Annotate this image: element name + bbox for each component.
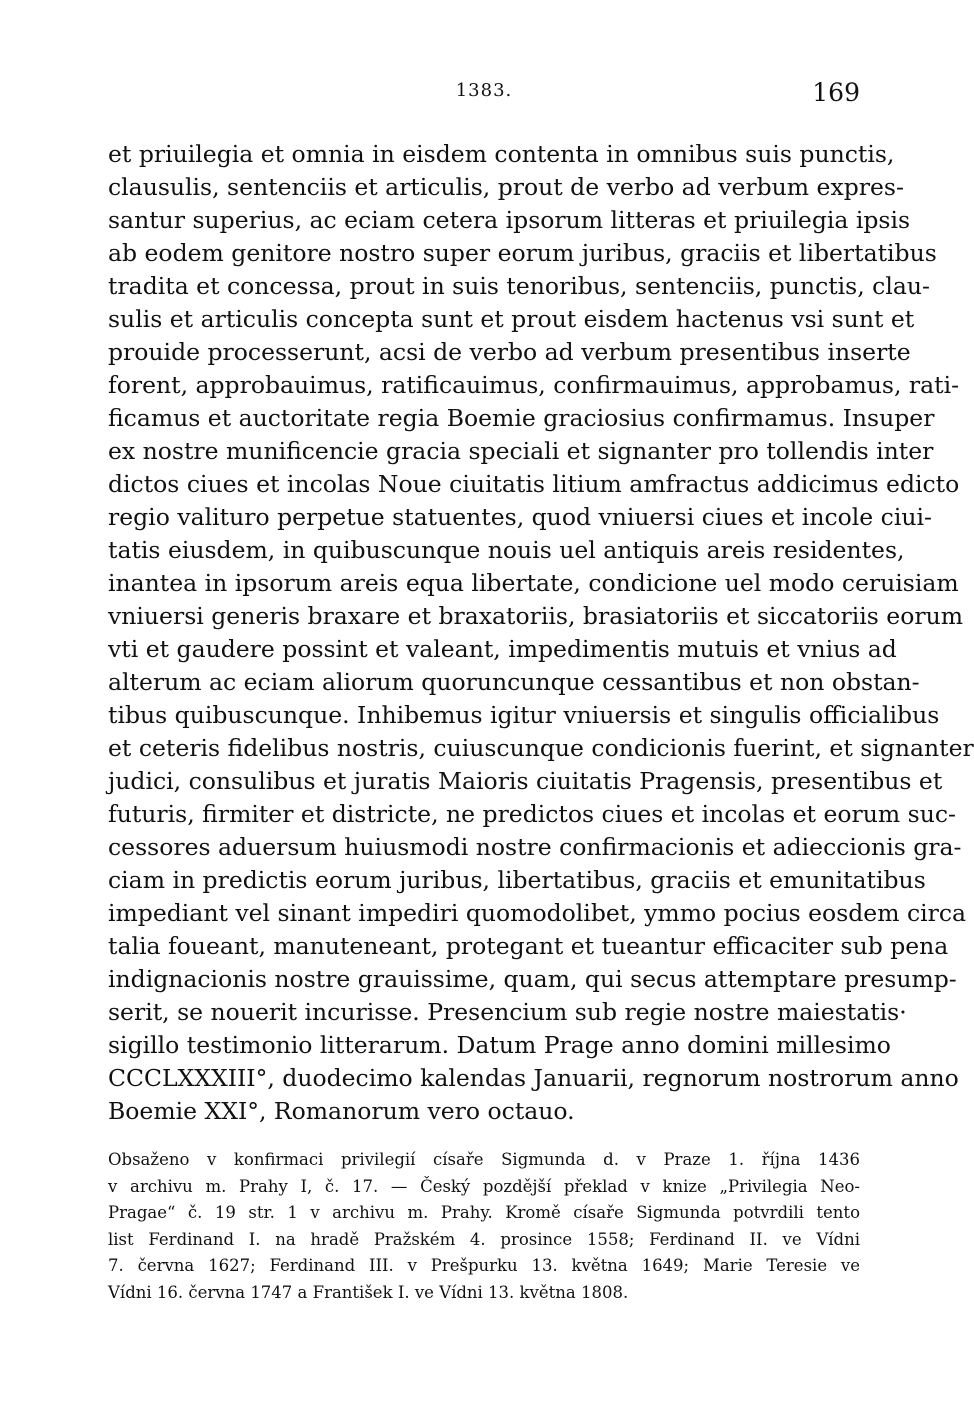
text-line: vniuersi generis braxare et braxatoriis, brasiatoriis et siccatoriis eorum (108, 602, 963, 630)
text-line: tatis eiusdem, in quibuscunque nouis uel antiquis areis residentes, (108, 536, 905, 564)
text-line: inantea in ipsorum areis equa libertate, condicione uel modo ceruisiam (108, 569, 959, 597)
page-number: 169 (812, 78, 860, 107)
text-line: talia foueant, manuteneant, protegant et tueantur efficaciter sub pena (108, 932, 949, 960)
text-line: tibus quibuscunque. Inhibemus igitur vniuersis et singulis officialibus (108, 701, 940, 729)
text-line: CCCLXXXIII°, duodecimo kalendas Januarii, regnorum nostrorum anno (108, 1064, 959, 1092)
text-line: ex nostre munificencie gracia speciali et signanter pro tollendis inter (108, 437, 934, 465)
text-line: impediant vel sinant impediri quomodolibet, ymmo pocius eosdem circa (108, 899, 967, 927)
text-line: tradita et concessa, prout in suis tenoribus, sentenciis, punctis, clau- (108, 272, 930, 300)
text-line: clausulis, sentenciis et articulis, prout de verbo ad verbum expres- (108, 173, 904, 201)
text-line: et ceteris fidelibus nostris, cuiuscunque condicionis fuerint, et signanter (108, 734, 974, 762)
note-line: Pragae“ č. 19 str. 1 v archivu m. Prahy. Kromě císaře Sigmunda potvrdili tento (108, 1203, 860, 1222)
text-line: prouide processerunt, acsi de verbo ad verbum presentibus inserte (108, 338, 911, 366)
text-line: ciam in predictis eorum juribus, libertatibus, graciis et emunitatibus (108, 866, 926, 894)
note-line: Vídni 16. června 1747 a František I. ve Vídni 13. května 1808. (108, 1282, 629, 1302)
text-line: judici, consulibus et juratis Maioris ciuitatis Pragensis, presentibus et (108, 767, 943, 795)
text-line: ficamus et auctoritate regia Boemie graciosius confirmamus. Insuper (108, 404, 935, 432)
text-line: futuris, firmiter et districte, ne predictos ciues et incolas et eorum suc- (108, 800, 956, 828)
text-line: serit, se nouerit incurisse. Presencium sub regie nostre maiestatis· (108, 998, 907, 1026)
text-line: santur superius, ac eciam cetera ipsorum litteras et priuilegia ipsis (108, 206, 911, 234)
text-line: indignacionis nostre grauissime, quam, qui secus attemptare presump- (108, 965, 957, 993)
page-header (108, 80, 860, 114)
text-line: forent, approbauimus, ratificauimus, confirmauimus, approbamus, rati- (108, 371, 960, 399)
text-line: sigillo testimonio litterarum. Datum Prage anno domini millesimo (108, 1031, 891, 1059)
text-line: cessores aduersum huiusmodi nostre confirmacionis et adieccionis gra- (108, 833, 962, 861)
text-line: dictos ciues et incolas Noue ciuitatis litium amfractus addicimus edicto (108, 470, 960, 498)
note-line: 7. června 1627; Ferdinand III. v Prešpurku 13. května 1649; Marie Teresie ve (108, 1256, 860, 1275)
text-line: et priuilegia et omnia in eisdem contenta in omnibus suis punctis, (108, 140, 895, 168)
text-line: Boemie XXI°, Romanorum vero octauo. (108, 1097, 575, 1125)
editorial-note (108, 1147, 860, 1306)
text-line: ab eodem genitore nostro super eorum juribus, graciis et libertatibus (108, 239, 937, 267)
note-line: Obsaženo v konfirmaci privilegií císaře Sigmunda d. v Praze 1. října 1436 (108, 1150, 860, 1169)
text-line: alterum ac eciam aliorum quoruncunque cessantibus et non obstan- (108, 668, 920, 696)
main-text (108, 138, 974, 1128)
note-line: v archivu m. Prahy I, č. 17. — Český pozdější překlad v knize „Privilegia Neo- (108, 1176, 860, 1196)
running-head-year: 1383. (455, 80, 513, 101)
text-line: vti et gaudere possint et valeant, impedimentis mutuis et vnius ad (108, 635, 897, 663)
text-line: regio valituro perpetue statuentes, quod vniuersi ciues et incole ciui- (108, 503, 932, 531)
text-line: sulis et articulis concepta sunt et prout eisdem hactenus vsi sunt et (108, 305, 915, 333)
note-line: list Ferdinand I. na hradě Pražském 4. prosince 1558; Ferdinand II. ve Vídni (108, 1229, 860, 1249)
